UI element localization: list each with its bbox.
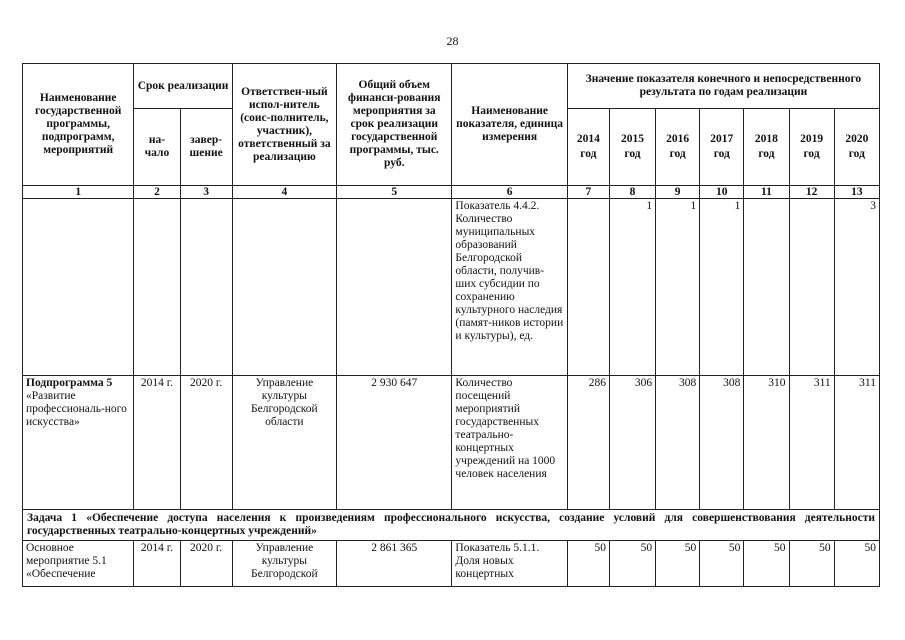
row-indicator: Показатель 4.4.2. Количество муниципальных образований Белгородской области, получив-ших субсидии по сохранению культурного наследия (памят-ников истории и культуры), ед. bbox=[452, 199, 567, 376]
row-responsible: Управление культуры Белгородской области bbox=[232, 376, 336, 510]
column-number: 9 bbox=[656, 186, 700, 199]
column-number: 12 bbox=[789, 186, 834, 199]
header-end: завер-шение bbox=[180, 109, 232, 186]
header-volume: Общий объем финанси-рования мероприятия за срок реализации государственной программы, тыс. руб. bbox=[337, 64, 452, 186]
row-value: 311 bbox=[789, 376, 834, 510]
task-heading: Задача 1 «Обеспечение доступа населения к произведениям профессионального искусства, создание условий для совершенствования деятельности государственных театрально-концертных учреждений» bbox=[23, 510, 880, 541]
header-year: 2019 год bbox=[789, 109, 834, 186]
column-number: 13 bbox=[834, 186, 879, 199]
header-year: 2015 год bbox=[609, 109, 655, 186]
row-start bbox=[134, 199, 180, 376]
row-value: 50 bbox=[789, 541, 834, 587]
row-value: 306 bbox=[609, 376, 655, 510]
column-number: 10 bbox=[700, 186, 744, 199]
row-value: 286 bbox=[567, 376, 609, 510]
row-value: 3 bbox=[834, 199, 879, 376]
table-row bbox=[23, 541, 880, 587]
row-value: 1 bbox=[609, 199, 655, 376]
header-values-title: Значение показателя конечного и непосредственного результата по годам реализации bbox=[567, 64, 879, 109]
header-indicator: Наименование показателя, единица измерения bbox=[452, 64, 567, 186]
program-table bbox=[22, 63, 880, 587]
header-year: 2017 год bbox=[700, 109, 744, 186]
row-end bbox=[180, 199, 232, 376]
header-period: Срок реализации bbox=[134, 64, 232, 109]
page-number: 28 bbox=[446, 34, 459, 48]
header-responsible: Ответствен-ный испол-нитель (соис-полнитель, участник), ответственный за реализацию bbox=[232, 64, 336, 186]
subprogram-name: «Развитие профессиональ-ного искусства» bbox=[26, 390, 127, 428]
row-value: 310 bbox=[744, 376, 789, 510]
row-value bbox=[744, 199, 789, 376]
header-start: на-чало bbox=[134, 109, 180, 186]
row-end: 2020 г. bbox=[180, 376, 232, 510]
header-year: 2014 год bbox=[567, 109, 609, 186]
row-responsible bbox=[232, 199, 336, 376]
row-responsible: Управление культуры Белгородской bbox=[232, 541, 336, 587]
column-number: 1 bbox=[23, 186, 134, 199]
row-value: 50 bbox=[567, 541, 609, 587]
column-number: 7 bbox=[567, 186, 609, 199]
header-row-1 bbox=[23, 64, 880, 109]
row-name bbox=[23, 376, 134, 510]
row-end: 2020 г. bbox=[180, 541, 232, 587]
header-year: 2020 год bbox=[834, 109, 879, 186]
row-start: 2014 г. bbox=[134, 541, 180, 587]
row-value: 50 bbox=[744, 541, 789, 587]
header-year: 2016 год bbox=[656, 109, 700, 186]
row-value: 50 bbox=[656, 541, 700, 587]
row-value: 1 bbox=[656, 199, 700, 376]
column-number: 2 bbox=[134, 186, 180, 199]
row-start: 2014 г. bbox=[134, 376, 180, 510]
row-value bbox=[567, 199, 609, 376]
row-value: 308 bbox=[656, 376, 700, 510]
row-value: 1 bbox=[700, 199, 744, 376]
column-numbers-row bbox=[23, 186, 880, 199]
row-value: 50 bbox=[700, 541, 744, 587]
row-indicator: Количество посещений мероприятий государственных театрально-концертных учреждений на 1000 человек населения bbox=[452, 376, 567, 510]
row-value: 308 bbox=[700, 376, 744, 510]
column-number: 6 bbox=[452, 186, 567, 199]
row-value: 50 bbox=[834, 541, 879, 587]
row-value: 50 bbox=[609, 541, 655, 587]
subprogram-title: Подпрограмма 5 bbox=[26, 377, 113, 389]
column-number: 5 bbox=[337, 186, 452, 199]
row-value: 311 bbox=[834, 376, 879, 510]
column-number: 11 bbox=[744, 186, 789, 199]
column-number: 3 bbox=[180, 186, 232, 199]
row-volume: 2 930 647 bbox=[337, 376, 452, 510]
column-number: 4 bbox=[232, 186, 336, 199]
header-name: Наименование государственной программы, подпрограмм, мероприятий bbox=[23, 64, 134, 186]
table-row bbox=[23, 376, 880, 510]
row-value bbox=[789, 199, 834, 376]
table-row bbox=[23, 199, 880, 376]
column-number: 8 bbox=[609, 186, 655, 199]
task-row bbox=[23, 510, 880, 541]
row-volume: 2 861 365 bbox=[337, 541, 452, 587]
row-name: Основное мероприятие 5.1 «Обеспечение bbox=[23, 541, 134, 587]
header-year: 2018 год bbox=[744, 109, 789, 186]
row-volume bbox=[337, 199, 452, 376]
row-name bbox=[23, 199, 134, 376]
row-indicator: Показатель 5.1.1. Доля новых концертных bbox=[452, 541, 567, 587]
